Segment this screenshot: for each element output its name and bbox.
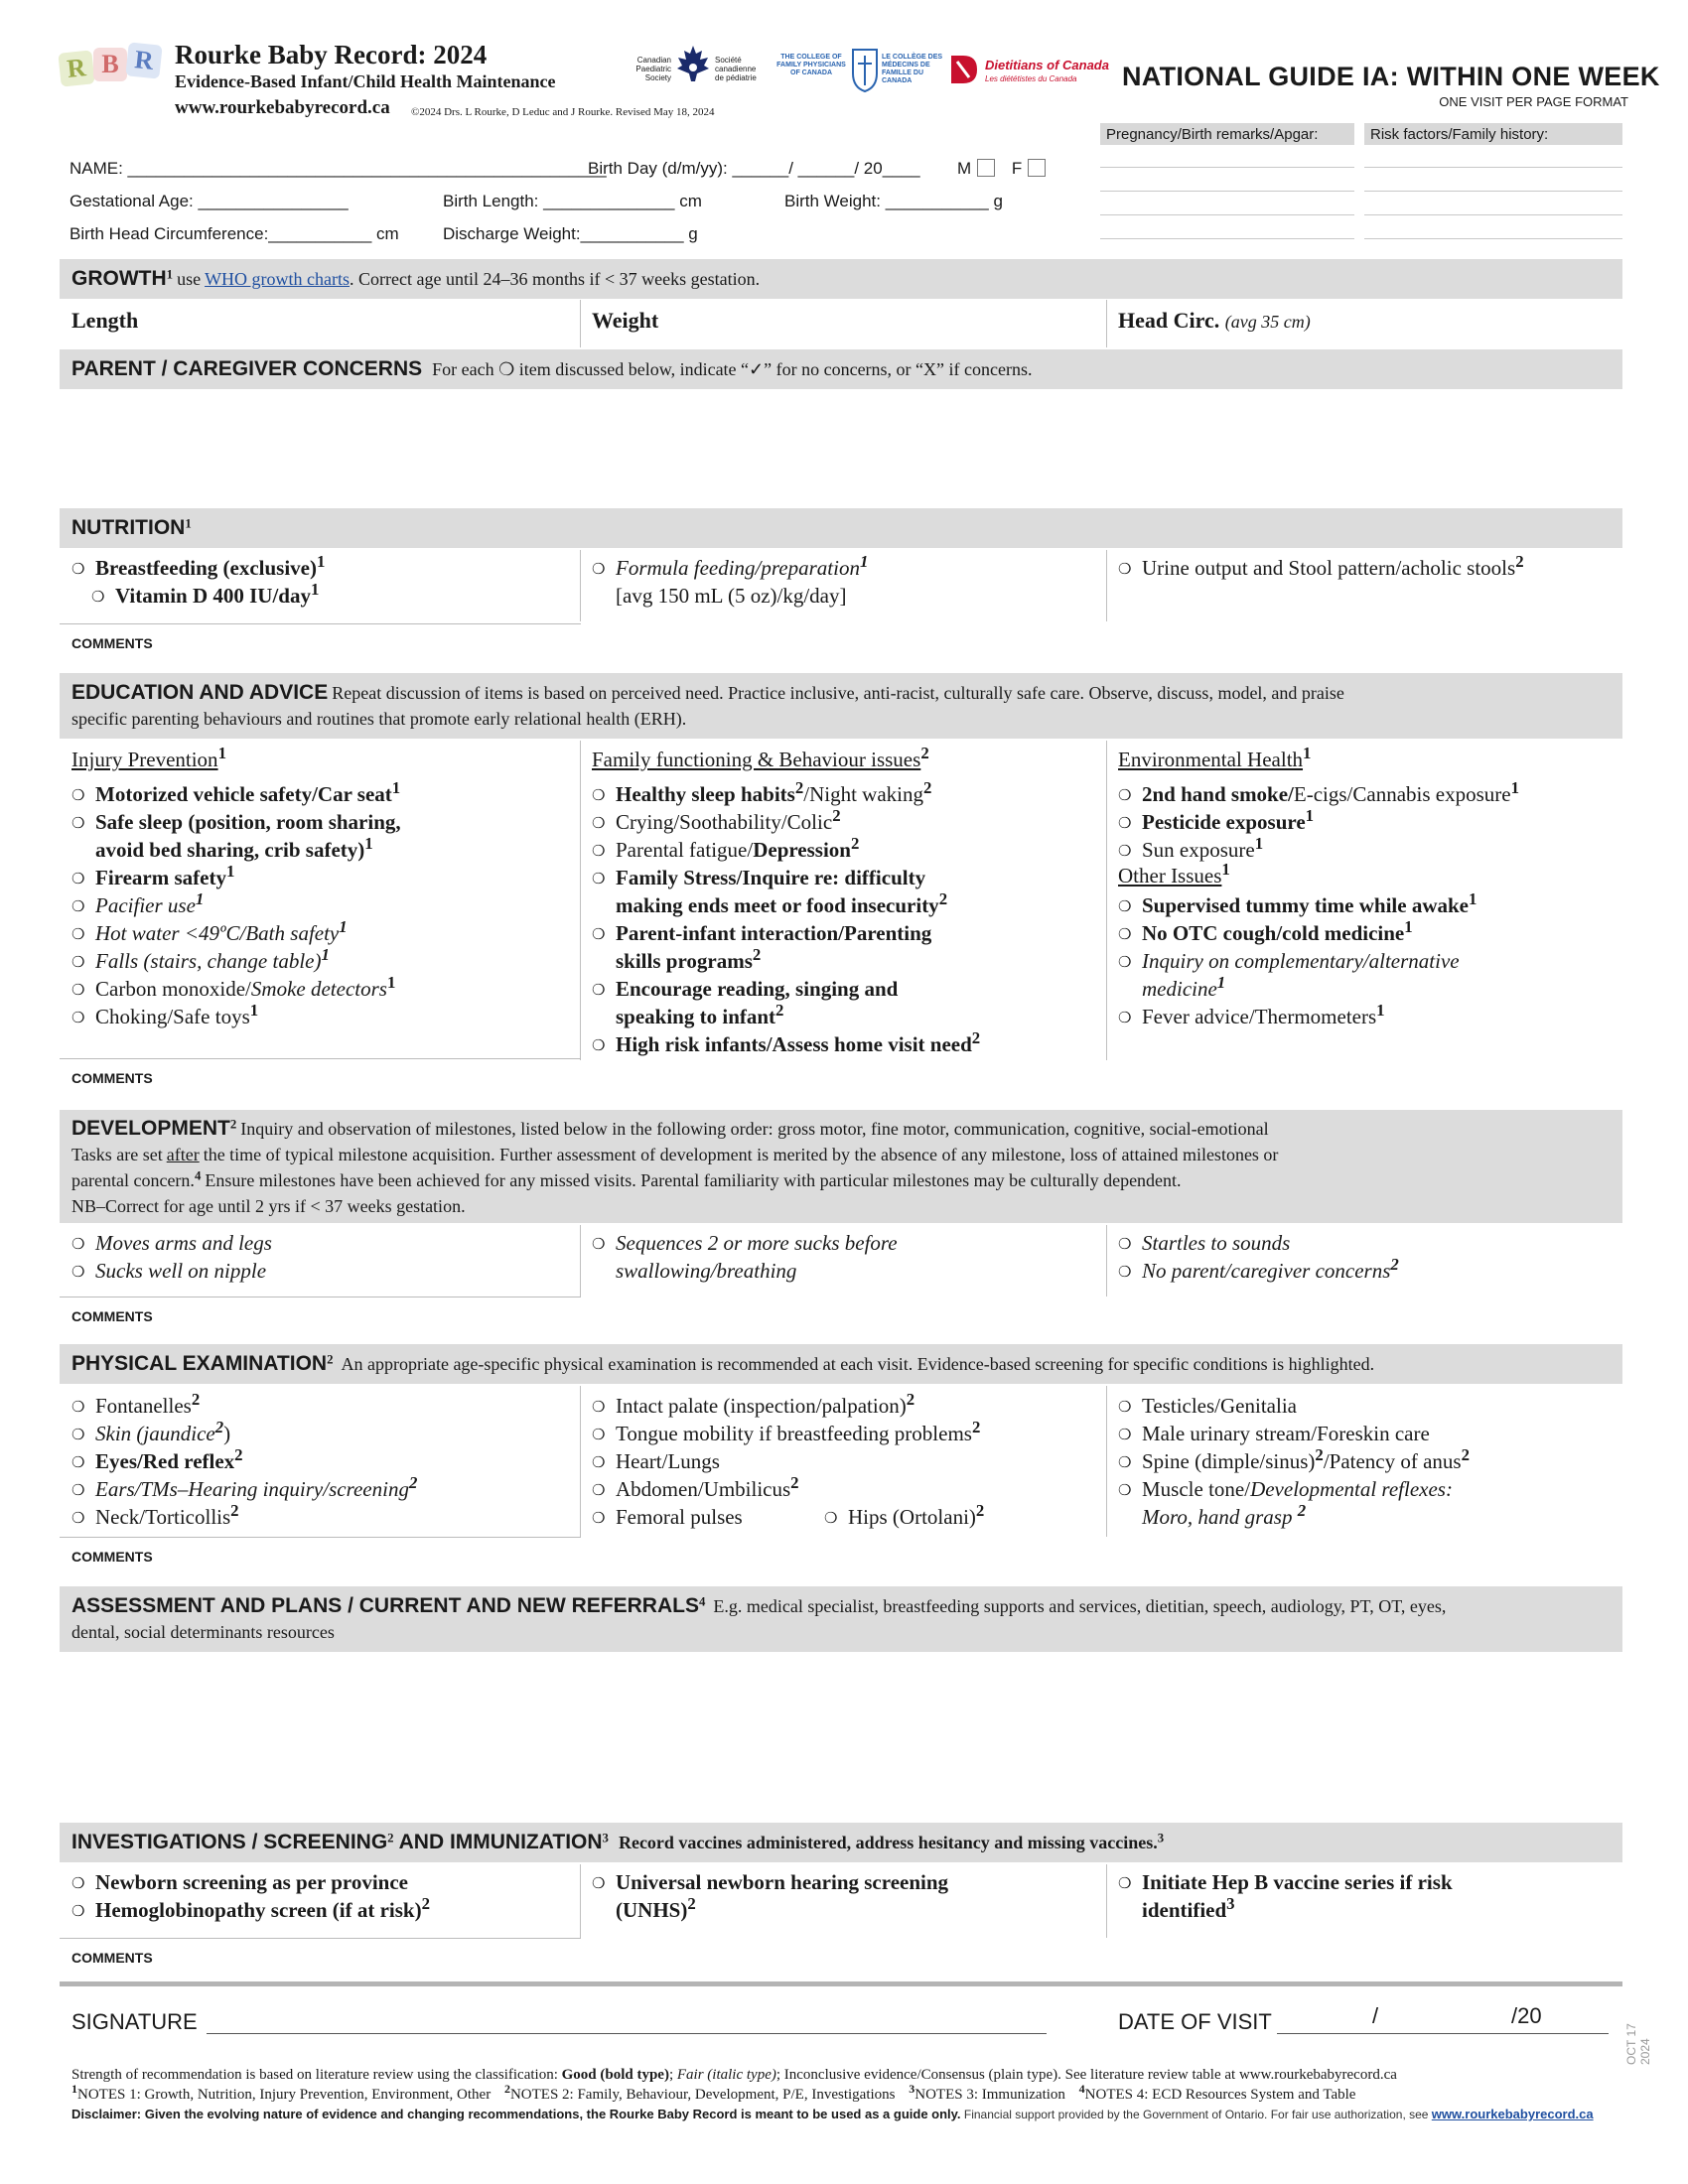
date-slash: / — [1372, 2003, 1379, 2028]
head-circ-label — [1118, 308, 1311, 334]
investigations-title-b: AND IMMUNIZATION — [393, 1831, 603, 1853]
family-item[interactable]: ❍ Parental fatigue/Depression$^2$ — [592, 836, 859, 865]
development-note-2b: the time of typical milestone acquisition. Further assessment of development is merited by the absence of any milestone, loss of attained milestones or — [203, 1145, 1279, 1164]
checkbox-circle-icon[interactable]: ❍ — [592, 925, 606, 943]
date-year-prefix: /20 — [1511, 2003, 1542, 2028]
exam-item[interactable]: ❍ Skin (jaundice$^2$) — [71, 1420, 230, 1448]
footnote-ref: 4 — [698, 1594, 706, 1609]
checkbox-circle-icon[interactable]: ❍ — [71, 953, 85, 971]
exam-item-cont: Moro, hand grasp $^2$ — [1142, 1501, 1307, 1529]
family-item-cont: speaking to infant$^2$ — [616, 1001, 784, 1028]
footnote-ref: 3 — [1157, 1831, 1165, 1845]
development-note-2a: Tasks are set — [71, 1145, 163, 1164]
milestone-item-cont: swallowing/breathing — [616, 1259, 797, 1283]
cfpc-name-fr: LE COLLÈGE DES MÉDECINS DE FAMILLE DU CANADA — [882, 54, 943, 84]
column-divider — [580, 741, 581, 1060]
growth-note: . Correct age until 24–36 months if < 37 weeks gestation. — [350, 269, 761, 289]
logo-cube-r2: R — [125, 42, 162, 78]
milestone-item[interactable]: ❍ Sequences 2 or more sucks before — [592, 1229, 898, 1258]
exam-item[interactable]: ❍ Femoral pulses — [592, 1503, 743, 1532]
environmental-health-header: Environmental Health1 — [1118, 744, 1312, 771]
education-note: Repeat discussion of items is based on perceived need. Practice inclusive, anti-racist, culturally safe care. Observe, discuss, model, and praise — [332, 683, 1344, 703]
exam-item[interactable]: ❍ Muscle tone/Developmental reflexes: — [1118, 1475, 1453, 1504]
development-note-1: Inquiry and observation of milestones, listed below in the following order: gross motor, fine motor, communication, cognitive, social-emotional — [240, 1119, 1269, 1139]
footnote-ref: 4 — [194, 1168, 202, 1183]
footnote-ref: 1 — [185, 516, 192, 531]
checkbox-circle-icon[interactable]: ❍ — [592, 842, 606, 860]
column-divider — [1106, 1225, 1107, 1297]
checkbox-circle-icon[interactable]: ❍ — [91, 588, 105, 606]
injury-item[interactable]: ❍ Pacifier use$^1$ — [71, 891, 204, 920]
environment-item[interactable]: ❍ Pesticide exposure$^1$ — [1118, 808, 1314, 837]
concerns-title: PARENT / CAREGIVER CONCERNS — [71, 357, 423, 380]
exam-item[interactable]: ❍ Spine (dimple/sinus)$^2$/Patency of anus$^2$ — [1118, 1447, 1470, 1476]
female-label: F — [1011, 159, 1023, 178]
pregnancy-remarks-line[interactable] — [1100, 167, 1354, 168]
checkbox-circle-icon[interactable]: ❍ — [592, 1481, 606, 1499]
column-divider — [1106, 1864, 1107, 1938]
gestational-age-field[interactable]: Gestational Age: ________________ — [70, 192, 349, 210]
investigations-header — [60, 1823, 1622, 1862]
column-divider — [580, 1864, 581, 1938]
family-functioning-header: Family functioning & Behaviour issues2 — [592, 744, 929, 771]
pregnancy-remarks-line[interactable] — [1100, 238, 1354, 239]
checkbox-circle-icon[interactable]: ❍ — [71, 870, 85, 887]
comments-divider — [60, 1058, 581, 1059]
head-circumference-field[interactable]: Birth Head Circumference:___________ cm — [70, 224, 399, 243]
date-of-visit-line[interactable] — [1277, 2033, 1609, 2034]
record-subtitle: Evidence-Based Infant/Child Health Maintenance — [175, 71, 556, 91]
milestone-item[interactable]: ❍ Moves arms and legs — [71, 1229, 272, 1258]
comments-label[interactable]: COMMENTS — [71, 1070, 153, 1086]
checkbox-circle-icon[interactable]: ❍ — [1118, 1874, 1132, 1892]
assessment-note-1: E.g. medical specialist, breastfeeding supports and services, dietitian, speech, audiology, PT, OT, eyes, — [713, 1596, 1447, 1616]
other-issue-item[interactable]: ❍ Inquiry on complementary/alternative — [1118, 947, 1460, 976]
development-title: DEVELOPMENT — [71, 1117, 230, 1140]
investigations-title: INVESTIGATIONS / SCREENING — [71, 1831, 388, 1853]
physical-exam-note: An appropriate age-specific physical examination is recommended at each visit. Evidence-based screening for specific conditions is highlighted. — [341, 1354, 1375, 1374]
injury-item-cont: avoid bed sharing, crib safety)$^1$ — [95, 834, 373, 862]
checkbox-circle-icon[interactable]: ❍ — [592, 786, 606, 804]
growth-title: GROWTH — [71, 267, 167, 290]
birthday-field[interactable]: Birth Day (d/m/yy): ______/ ______/ 20____ — [588, 159, 920, 178]
checkbox-circle-icon[interactable]: ❍ — [71, 814, 85, 832]
checkbox-circle-icon[interactable]: ❍ — [592, 560, 606, 578]
other-issue-item-cont: medicine$^1$ — [1142, 973, 1226, 1001]
revision-date-stamp: OCT 17 2024 — [1624, 2023, 1652, 2065]
logo-cube-b: B — [93, 48, 127, 81]
comments-label[interactable]: COMMENTS — [71, 1950, 153, 1966]
dietitians-name-en: Dietitians of Canada — [985, 58, 1109, 72]
comments-label[interactable]: COMMENTS — [71, 1549, 153, 1565]
column-divider — [1106, 741, 1107, 1060]
other-issue-item[interactable]: ❍ No OTC cough/cold medicine$^1$ — [1118, 919, 1413, 948]
comments-label[interactable]: COMMENTS — [71, 1308, 153, 1324]
head-circ-title: Head Circ. — [1118, 308, 1220, 333]
signature-line[interactable] — [207, 2033, 1047, 2034]
head-circ-note: (avg 35 cm) — [1224, 312, 1311, 332]
date-of-visit-label: DATE OF VISIT — [1118, 2009, 1272, 2034]
column-divider — [1106, 300, 1107, 347]
family-item-cont: skills programs$^2$ — [616, 945, 762, 973]
checkbox-circle-icon[interactable]: ❍ — [592, 1426, 606, 1443]
exam-item[interactable]: ❍ Hips (Ortolani)$^2$ — [824, 1503, 984, 1532]
development-note-3a: parental concern. — [71, 1170, 195, 1190]
exam-item[interactable]: ❍ Abdomen/Umbilicus$^2$ — [592, 1475, 799, 1504]
strength-of-recommendation: Strength of recommendation is based on literature review using the classification: Good (bold type); Fair (italic type); Inconclusive evidence/Consensus (plain type). See literature review table at www.rourkebabyrecord.ca — [71, 2067, 1397, 2083]
section-rule — [60, 1981, 1622, 1986]
injury-item[interactable]: ❍ Carbon monoxide/Smoke detectors$^1$ — [71, 975, 395, 1004]
physical-exam-header — [60, 1344, 1622, 1384]
checkbox-circle-icon[interactable]: ❍ — [71, 786, 85, 804]
checkbox-circle-icon[interactable]: ❍ — [1118, 814, 1132, 832]
signature-label: SIGNATURE — [71, 2009, 198, 2034]
nutrition-header — [60, 508, 1622, 548]
investigation-item[interactable]: ❍ Newborn screening as per province — [71, 1868, 408, 1897]
nutrition-item-note: [avg 150 mL (5 oz)/kg/day] — [616, 584, 847, 608]
footnote-ref: 3 — [602, 1831, 609, 1845]
injury-prevention-header: Injury Prevention1 — [71, 744, 226, 771]
exam-item[interactable]: ❍ Neck/Torticollis$^2$ — [71, 1503, 239, 1532]
website-text: www.rourkebabyrecord.ca — [175, 97, 390, 118]
assessment-writing-area[interactable] — [60, 1654, 1622, 1821]
exam-item[interactable]: ❍ Tongue mobility if breastfeeding problems$^2$ — [592, 1420, 980, 1448]
pregnancy-remarks-label: Pregnancy/Birth remarks/Apgar: — [1100, 123, 1354, 145]
concerns-header — [60, 349, 1622, 389]
checkbox-circle-icon[interactable]: ❍ — [592, 1036, 606, 1054]
footnote-ref: 2 — [229, 1117, 237, 1132]
column-divider — [580, 300, 581, 347]
assessment-title: ASSESSMENT AND PLANS / CURRENT AND NEW REFERRALS — [71, 1594, 699, 1617]
checkbox-circle-icon[interactable]: ❍ — [824, 1509, 838, 1527]
exam-item[interactable]: ❍ Heart/Lungs — [592, 1447, 720, 1476]
nutrition-item[interactable]: ❍ Vitamin D 400 IU/day$^1$ — [91, 582, 319, 611]
education-header — [60, 673, 1622, 739]
column-divider — [580, 550, 581, 621]
checkbox-circle-icon[interactable]: ❍ — [592, 981, 606, 999]
checkbox-circle-icon[interactable]: ❍ — [1118, 1009, 1132, 1026]
cps-maple-leaf-icon — [675, 44, 711, 92]
milestone-item[interactable]: ❍ Sucks well on nipple — [71, 1257, 266, 1286]
checkbox-circle-icon[interactable]: ❍ — [592, 870, 606, 887]
development-note-2u: after — [166, 1145, 200, 1164]
other-issue-item[interactable]: ❍ Fever advice/Thermometers$^1$ — [1118, 1003, 1385, 1031]
environment-item[interactable]: ❍ Sun exposure$^1$ — [1118, 836, 1263, 865]
education-note-2: specific parenting behaviours and routines that promote early relational health (ERH). — [71, 709, 687, 729]
column-divider — [580, 1386, 581, 1537]
development-header — [60, 1110, 1622, 1223]
website-link[interactable]: www.rourkebabyrecord.ca — [1431, 2107, 1594, 2121]
logo-cube-r1: R — [58, 50, 94, 86]
checkbox-circle-icon[interactable]: ❍ — [1118, 560, 1132, 578]
pregnancy-remarks-line[interactable] — [1100, 191, 1354, 192]
concerns-note: For each ❍ item discussed below, indicate “✓” for no concerns, or “X” if concerns. — [432, 359, 1033, 379]
exam-item[interactable]: ❍ Eyes/Red reflex$^2$ — [71, 1447, 243, 1476]
injury-item[interactable]: ❍ Hot water <49ºC/Bath safety$^1$ — [71, 919, 348, 948]
investigation-item-cont: identified$^3$ — [1142, 1894, 1235, 1922]
female-checkbox[interactable] — [1028, 159, 1046, 177]
footnote-ref: 2 — [327, 1352, 334, 1367]
column-divider — [1106, 550, 1107, 621]
assessment-note-2: dental, social determinants resources — [71, 1622, 335, 1642]
injury-item[interactable]: ❍ Safe sleep (position, room sharing, — [71, 808, 401, 837]
checkbox-circle-icon[interactable]: ❍ — [71, 981, 85, 999]
checkbox-circle-icon[interactable]: ❍ — [71, 1509, 85, 1527]
checkbox-circle-icon[interactable]: ❍ — [71, 1235, 85, 1253]
checkbox-circle-icon[interactable]: ❍ — [71, 1874, 85, 1892]
footnote-ref: 2 — [387, 1831, 394, 1845]
checkbox-circle-icon[interactable]: ❍ — [1118, 953, 1132, 971]
checkbox-circle-icon[interactable]: ❍ — [592, 814, 606, 832]
pregnancy-remarks-line[interactable] — [1100, 214, 1354, 215]
family-item[interactable]: ❍ High risk infants/Assess home visit need$^2$ — [592, 1030, 980, 1059]
exam-item[interactable]: ❍ Ears/TMs–Hearing inquiry/screening$^2$ — [71, 1475, 417, 1504]
notes-line: $^1$NOTES 1: Growth, Nutrition, Injury Prevention, Environment, Other $^2$NOTES 2: Family, Behaviour, Development, P/E, Investigations $^3$NOTES 3: Immunization $^4$NOTES 4: ECD Resources System and Table — [71, 2082, 1356, 2103]
guide-title: NATIONAL GUIDE IA: WITHIN ONE WEEK — [1122, 62, 1660, 91]
comments-label[interactable]: COMMENTS — [71, 635, 153, 651]
injury-item[interactable]: ❍ Choking/Safe toys$^1$ — [71, 1003, 258, 1031]
investigation-item[interactable]: ❍ Hemoglobinopathy screen (if at risk)$^2$ — [71, 1896, 430, 1925]
injury-item[interactable]: ❍ Motorized vehicle safety/Car seat$^1$ — [71, 780, 400, 809]
family-item[interactable]: ❍ Family Stress/Inquire re: difficulty — [592, 864, 925, 892]
male-label: M — [957, 159, 972, 178]
injury-item[interactable]: ❍ Firearm safety$^1$ — [71, 864, 234, 892]
injury-item[interactable]: ❍ Falls (stairs, change table)$^1$ — [71, 947, 330, 976]
investigations-note: Record vaccines administered, address hesitancy and missing vaccines. — [618, 1833, 1158, 1852]
milestone-item[interactable]: ❍ Startles to sounds — [1118, 1229, 1290, 1258]
checkbox-circle-icon[interactable]: ❍ — [592, 1453, 606, 1471]
nutrition-item[interactable]: ❍ Breastfeeding (exclusive)$^1$ — [71, 554, 325, 583]
checkbox-circle-icon[interactable]: ❍ — [71, 1009, 85, 1026]
disclaimer: Disclaimer: Given the evolving nature of evidence and changing recommendations, the Rourke Baby Record is meant to be used as a guide only. Financial support provided by the Government of Ontario. For fair use authorization, see www.rourkebabyrecord.ca — [71, 2107, 1594, 2121]
weight-label: Weight — [592, 308, 659, 333]
comments-divider — [60, 623, 581, 624]
checkbox-circle-icon[interactable]: ❍ — [592, 1398, 606, 1416]
checkbox-circle-icon[interactable]: ❍ — [592, 1235, 606, 1253]
development-note-4: NB–Correct for age until 2 yrs if < 37 weeks gestation. — [71, 1196, 466, 1216]
cfpc-name-en: THE COLLEGE OF FAMILY PHYSICIANS OF CANADA — [776, 54, 846, 76]
checkbox-circle-icon[interactable]: ❍ — [1118, 897, 1132, 915]
dietitians-logo-icon — [947, 52, 981, 92]
cfpc-crest-icon — [850, 48, 880, 98]
exam-item[interactable]: ❍ Male urinary stream/Foreskin care — [1118, 1420, 1430, 1448]
other-issue-item[interactable]: ❍ Supervised tummy time while awake$^1$ — [1118, 891, 1477, 920]
assessment-header — [60, 1586, 1622, 1652]
birth-length-field[interactable]: Birth Length: ______________ cm — [443, 192, 702, 210]
column-divider — [580, 1225, 581, 1297]
checkbox-circle-icon[interactable]: ❍ — [71, 925, 85, 943]
growth-use-text: use — [177, 269, 202, 289]
family-item-cont: making ends meet or food insecurity$^2$ — [616, 889, 948, 917]
checkbox-circle-icon[interactable]: ❍ — [71, 1398, 85, 1416]
family-item[interactable]: ❍ Crying/Soothability/Colic$^2$ — [592, 808, 841, 837]
family-item[interactable]: ❍ Encourage reading, singing and — [592, 975, 898, 1004]
other-issues-header: Other Issues1 — [1118, 860, 1230, 887]
risk-factors-line[interactable] — [1364, 214, 1622, 215]
checkbox-circle-icon[interactable]: ❍ — [1118, 1263, 1132, 1281]
who-growth-charts-link[interactable]: WHO growth charts — [205, 269, 351, 289]
education-title: EDUCATION AND ADVICE — [71, 681, 329, 704]
exam-item[interactable]: ❍ Intact palate (inspection/palpation)$^2$ — [592, 1392, 914, 1421]
comments-divider — [60, 1537, 581, 1538]
length-label: Length — [71, 308, 139, 333]
checkbox-circle-icon[interactable]: ❍ — [1118, 842, 1132, 860]
risk-factors-line[interactable] — [1364, 167, 1622, 168]
checkbox-circle-icon[interactable]: ❍ — [1118, 1235, 1132, 1253]
exam-item[interactable]: ❍ Fontanelles$^2$ — [71, 1392, 200, 1421]
discharge-weight-field[interactable]: Discharge Weight:___________ g — [443, 224, 698, 243]
concerns-writing-area[interactable] — [60, 391, 1622, 506]
rbr-logo — [60, 42, 169, 91]
organization-logos — [626, 48, 1109, 97]
birth-weight-field[interactable]: Birth Weight: ___________ g — [784, 192, 1003, 210]
nutrition-title: NUTRITION — [71, 516, 186, 539]
checkbox-circle-icon[interactable]: ❍ — [1118, 1398, 1132, 1416]
sex-selector — [957, 159, 1046, 179]
name-field[interactable]: NAME: ___________________________________________________ — [70, 159, 607, 178]
checkbox-circle-icon[interactable]: ❍ — [71, 1426, 85, 1443]
checkbox-circle-icon[interactable]: ❍ — [71, 1263, 85, 1281]
investigation-item-cont: (UNHS)$^2$ — [616, 1894, 696, 1922]
growth-header — [60, 259, 1622, 299]
checkbox-circle-icon[interactable]: ❍ — [71, 1453, 85, 1471]
exam-item[interactable]: ❍ Testicles/Genitalia — [1118, 1392, 1297, 1421]
checkbox-circle-icon[interactable]: ❍ — [592, 1509, 606, 1527]
environment-item[interactable]: ❍ 2nd hand smoke/E-cigs/Cannabis exposure$^1$ — [1118, 780, 1519, 809]
checkbox-circle-icon[interactable]: ❍ — [71, 897, 85, 915]
investigation-item[interactable]: ❍ Universal newborn hearing screening — [592, 1868, 948, 1897]
column-divider — [1106, 1386, 1107, 1537]
risk-factors-line[interactable] — [1364, 191, 1622, 192]
guide-subtitle: ONE VISIT PER PAGE FORMAT — [1439, 94, 1628, 109]
risk-factors-line[interactable] — [1364, 238, 1622, 239]
checkbox-circle-icon[interactable]: ❍ — [71, 560, 85, 578]
checkbox-circle-icon[interactable]: ❍ — [592, 1874, 606, 1892]
cps-name-en: Canadian Paediatric Society — [635, 56, 671, 82]
checkbox-circle-icon[interactable]: ❍ — [1118, 1426, 1132, 1443]
cps-name-fr: Société canadienne de pédiatrie — [715, 56, 757, 82]
milestone-item[interactable]: ❍ No parent/caregiver concerns$^2$ — [1118, 1257, 1399, 1286]
nutrition-item[interactable]: ❍ Formula feeding/preparation$^1$ — [592, 554, 868, 583]
checkbox-circle-icon[interactable]: ❍ — [1118, 925, 1132, 943]
risk-factors-label: Risk factors/Family history: — [1364, 123, 1622, 145]
checkbox-circle-icon[interactable]: ❍ — [1118, 786, 1132, 804]
family-item[interactable]: ❍ Parent-infant interaction/Parenting — [592, 919, 931, 948]
nutrition-item[interactable]: ❍ Urine output and Stool pattern/acholic stools$^2$ — [1118, 554, 1524, 583]
checkbox-circle-icon[interactable]: ❍ — [1118, 1481, 1132, 1499]
investigation-item[interactable]: ❍ Initiate Hep B vaccine series if risk — [1118, 1868, 1453, 1897]
male-checkbox[interactable] — [977, 159, 995, 177]
checkbox-circle-icon[interactable]: ❍ — [1118, 1453, 1132, 1471]
checkbox-circle-icon[interactable]: ❍ — [71, 1481, 85, 1499]
checkbox-circle-icon[interactable]: ❍ — [71, 1902, 85, 1920]
physical-exam-title: PHYSICAL EXAMINATION — [71, 1352, 328, 1375]
development-note-3b: Ensure milestones have been achieved for any missed visits. Parental familiarity with particular milestones may be culturally dependent. — [205, 1170, 1182, 1190]
family-item[interactable]: ❍ Healthy sleep habits$^2$/Night waking$^2$ — [592, 780, 931, 809]
dietitians-name-fr: Les diététistes du Canada — [985, 74, 1077, 83]
footnote-ref: 1 — [166, 267, 174, 282]
record-title: Rourke Baby Record: 2024 — [175, 40, 488, 69]
comments-divider — [60, 1938, 581, 1939]
copyright-text: ©2024 Drs. L Rourke, D Leduc and J Rourke. Revised May 18, 2024 — [411, 106, 715, 118]
